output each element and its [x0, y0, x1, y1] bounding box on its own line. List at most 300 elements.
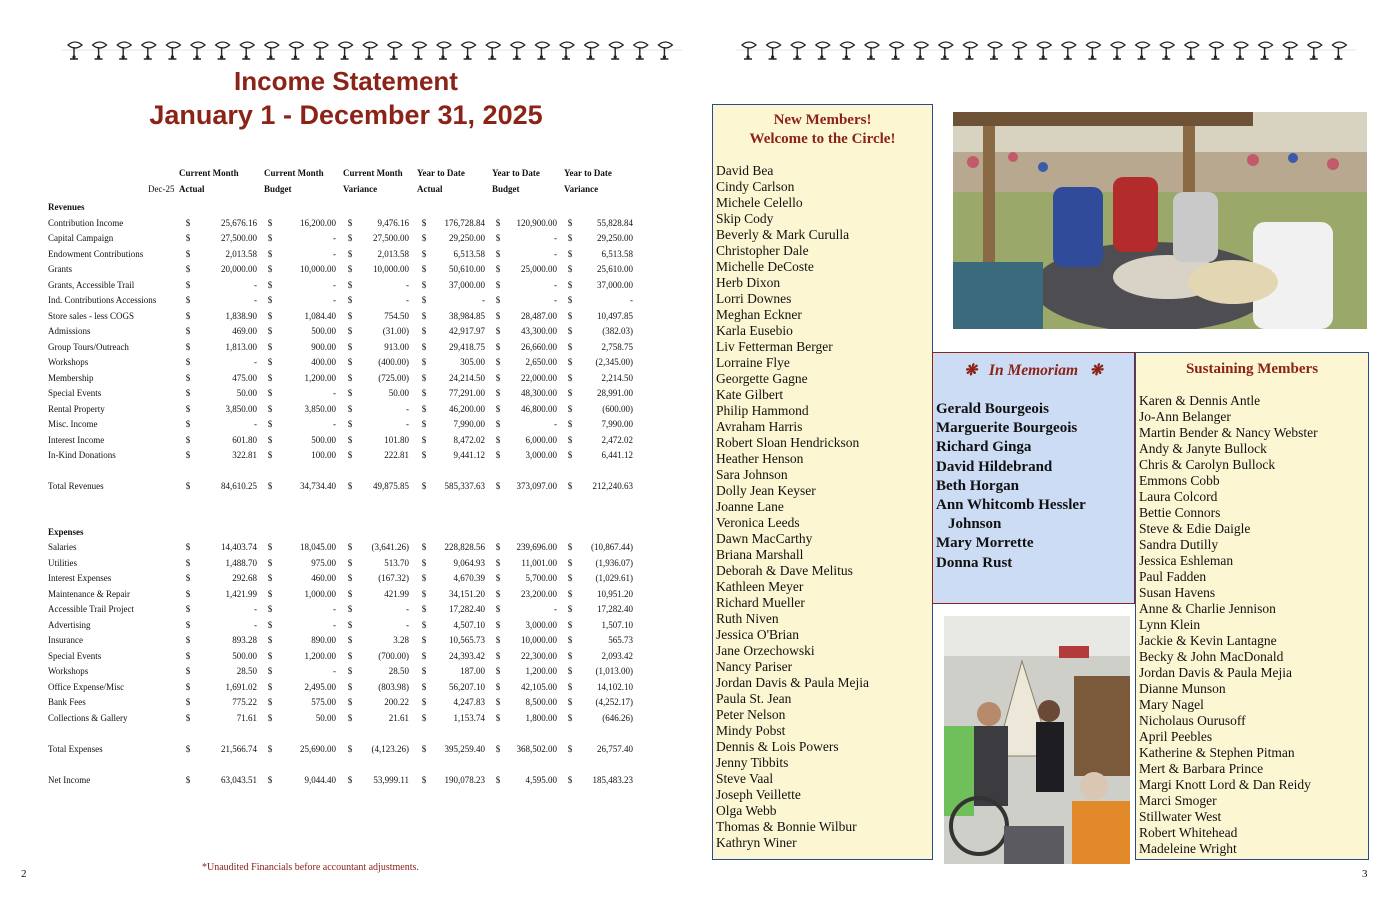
new-members-title-line1: New Members!: [773, 112, 872, 128]
row-value: 4,507.10: [453, 619, 485, 630]
page-subtitle: January 1 - December 31, 2025: [149, 100, 543, 130]
currency-symbol: $: [421, 588, 427, 599]
row-label: Special Events: [48, 388, 102, 398]
expenses-heading: Expenses: [48, 527, 84, 537]
currency-symbol: $: [267, 542, 273, 552]
row-value: 2,650.00: [525, 357, 557, 367]
member-name: Madeleine Wright: [1139, 841, 1237, 856]
currency-symbol: $: [347, 557, 353, 568]
currency-symbol: $: [347, 434, 353, 445]
currency-symbol: $: [567, 279, 573, 290]
row-value: -: [333, 419, 336, 429]
row-value: 10,951.20: [597, 588, 633, 599]
row-value: 913.00: [384, 341, 409, 352]
currency-symbol: $: [421, 248, 427, 259]
member-name: Margi Knott Lord & Dan Reidy: [1139, 777, 1311, 792]
currency-symbol: $: [495, 357, 501, 367]
currency-symbol: $: [495, 775, 501, 785]
currency-symbol: $: [347, 697, 353, 707]
member-name: Karen & Dennis Antle: [1139, 393, 1261, 408]
member-name: Sara Johnson: [716, 467, 788, 482]
row-value: 7,990.00: [453, 419, 485, 429]
currency-symbol: $: [267, 573, 273, 583]
row-value: 185,483.23: [592, 775, 633, 785]
row-value: -: [554, 604, 557, 614]
row-value: 50.00: [315, 712, 336, 723]
row-label: Accessible Trail Project: [48, 604, 134, 614]
row-value: -: [554, 419, 557, 429]
currency-symbol: $: [185, 264, 191, 274]
member-name: Kathleen Meyer: [716, 579, 804, 594]
statement-row: [46, 404, 646, 418]
currency-symbol: $: [267, 666, 273, 676]
statement-row: [46, 775, 646, 789]
in-memoriam-box: [932, 352, 1135, 604]
row-value: -: [254, 295, 257, 305]
currency-symbol: $: [347, 744, 353, 754]
currency-symbol: $: [347, 310, 353, 321]
currency-symbol: $: [495, 372, 501, 383]
currency-symbol: $: [495, 681, 501, 692]
row-value: 400.00: [311, 357, 336, 367]
member-name: Jackie & Kevin Lantagne: [1139, 633, 1277, 648]
row-value: 27,500.00: [221, 233, 257, 243]
row-value: 212,240.63: [592, 481, 633, 491]
row-value: 3,850.00: [304, 403, 336, 414]
row-value: 975.00: [311, 557, 336, 568]
statement-row: [46, 280, 646, 294]
row-value: -: [254, 419, 257, 429]
currency-symbol: $: [495, 481, 501, 491]
member-name: Beth Horgan: [936, 477, 1019, 494]
currency-symbol: $: [421, 403, 427, 414]
row-value: 9,441.12: [453, 450, 485, 460]
row-value: 29,250.00: [449, 233, 485, 243]
currency-symbol: $: [567, 233, 573, 243]
column-header: Variance: [564, 184, 599, 194]
member-name: David Bea: [716, 163, 774, 178]
statement-row: [46, 326, 646, 340]
row-value: -: [554, 233, 557, 243]
currency-symbol: $: [567, 372, 573, 383]
currency-symbol: $: [421, 635, 427, 645]
member-name: Joanne Lane: [716, 499, 784, 514]
row-value: (3,641.26): [371, 542, 409, 552]
statement-row: [46, 419, 646, 433]
currency-symbol: $: [185, 341, 191, 352]
row-value: 22,300.00: [521, 650, 557, 661]
row-value: 42,105.00: [521, 681, 557, 692]
statement-row: [46, 682, 646, 696]
currency-symbol: $: [421, 712, 427, 723]
currency-symbol: $: [185, 619, 191, 630]
currency-symbol: $: [567, 264, 573, 274]
member-name: Jessica O'Brian: [716, 627, 800, 642]
row-value: 1,838.90: [225, 310, 257, 321]
row-value: 101.80: [384, 434, 409, 445]
row-label: Contribution Income: [48, 217, 124, 228]
currency-symbol: $: [567, 712, 573, 723]
currency-symbol: $: [185, 573, 191, 583]
row-label: Grants: [48, 264, 72, 274]
row-value: (1,936.07): [595, 557, 633, 568]
currency-symbol: $: [185, 650, 191, 661]
member-name: Joseph Veillette: [716, 787, 801, 802]
statement-row: [46, 450, 646, 464]
currency-symbol: $: [267, 233, 273, 243]
row-value: -: [406, 419, 409, 429]
currency-symbol: $: [267, 326, 273, 336]
currency-symbol: $: [495, 557, 501, 568]
currency-symbol: $: [567, 403, 573, 414]
member-name: Steve & Edie Daigle: [1139, 521, 1251, 536]
row-value: -: [254, 357, 257, 367]
row-value: 1,084.40: [304, 310, 336, 321]
row-label: Advertising: [48, 619, 91, 630]
member-name: Robert Whitehead: [1139, 825, 1238, 840]
row-value: 29,418.75: [449, 341, 485, 352]
row-value: 200.22: [384, 697, 409, 707]
currency-symbol: $: [421, 434, 427, 445]
currency-symbol: $: [567, 295, 573, 305]
row-value: 2,758.75: [601, 341, 633, 352]
currency-symbol: $: [267, 697, 273, 707]
currency-symbol: $: [421, 388, 427, 398]
column-header: Current Month: [343, 168, 403, 178]
row-label: Total Expenses: [48, 744, 103, 754]
currency-symbol: $: [267, 388, 273, 398]
row-value: (400.00): [378, 357, 409, 367]
member-name: Katherine & Stephen Pitman: [1139, 745, 1295, 760]
member-name: Herb Dixon: [716, 275, 781, 290]
row-value: 1,153.74: [453, 712, 485, 723]
member-name: Jordan Davis & Paula Mejia: [1139, 665, 1292, 680]
row-value: 2,495.00: [304, 681, 336, 692]
member-name: Donna Rust: [936, 554, 1013, 571]
sustaining-members-list: [1139, 393, 1368, 857]
row-value: 4,595.00: [525, 775, 557, 785]
row-value: (646.26): [602, 712, 633, 723]
currency-symbol: $: [267, 481, 273, 491]
row-value: 25,676.16: [221, 217, 257, 228]
currency-symbol: $: [347, 481, 353, 491]
member-name: Susan Havens: [1139, 585, 1216, 600]
currency-symbol: $: [185, 542, 191, 552]
currency-symbol: $: [567, 697, 573, 707]
statement-row: [46, 481, 646, 495]
row-value: 176,728.84: [444, 217, 485, 228]
row-value: -: [482, 295, 485, 305]
currency-symbol: $: [185, 310, 191, 321]
row-value: -: [406, 403, 409, 414]
column-header-row-2: [46, 184, 646, 198]
row-value: 575.00: [311, 697, 336, 707]
row-label: Store sales - less COGS: [48, 310, 134, 321]
currency-symbol: $: [567, 434, 573, 445]
row-value: 25,000.00: [521, 264, 557, 274]
currency-symbol: $: [267, 357, 273, 367]
currency-symbol: $: [185, 697, 191, 707]
column-header: Current Month: [179, 168, 239, 178]
currency-symbol: $: [347, 573, 353, 583]
row-value: 222.81: [384, 450, 409, 460]
row-label: Membership: [48, 372, 94, 383]
member-name: Marguerite Bourgeois: [936, 420, 1078, 437]
right-page: [696, 0, 1392, 897]
member-name: Michele Celello: [716, 195, 803, 210]
member-name: Dawn MacCarthy: [716, 531, 813, 546]
currency-symbol: $: [267, 372, 273, 383]
row-value: -: [333, 666, 336, 676]
currency-symbol: $: [267, 681, 273, 692]
row-label: Misc. Income: [48, 419, 98, 429]
currency-symbol: $: [267, 557, 273, 568]
currency-symbol: $: [567, 557, 573, 568]
row-value: 890.00: [311, 635, 336, 645]
currency-symbol: $: [495, 279, 501, 290]
row-value: 10,000.00: [521, 635, 557, 645]
row-value: 28,991.00: [597, 388, 633, 398]
row-value: 84,610.25: [221, 481, 257, 491]
currency-symbol: $: [495, 419, 501, 429]
currency-symbol: $: [347, 372, 353, 383]
row-label: Ind. Contributions Accessions: [48, 295, 157, 305]
statement-row: [46, 651, 646, 665]
row-value: -: [554, 279, 557, 290]
row-label: Rental Property: [48, 403, 105, 414]
currency-symbol: $: [185, 681, 191, 692]
statement-row: [46, 249, 646, 263]
currency-symbol: $: [495, 712, 501, 723]
row-value: 18,045.00: [300, 542, 336, 552]
currency-symbol: $: [185, 712, 191, 723]
currency-symbol: $: [267, 403, 273, 414]
currency-symbol: $: [267, 434, 273, 445]
currency-symbol: $: [185, 388, 191, 398]
currency-symbol: $: [185, 372, 191, 383]
currency-symbol: $: [495, 450, 501, 460]
currency-symbol: $: [567, 310, 573, 321]
member-name: Becky & John MacDonald: [1139, 649, 1284, 664]
row-value: 29,250.00: [597, 233, 633, 243]
row-value: 601.80: [232, 434, 257, 445]
row-value: 11,001.00: [521, 557, 557, 568]
row-value: -: [254, 279, 257, 290]
member-name: Steve Vaal: [716, 771, 774, 786]
row-value: 10,565.73: [449, 635, 485, 645]
row-value: 9,044.40: [304, 775, 336, 785]
row-value: 25,690.00: [300, 744, 336, 754]
row-value: 7,990.00: [601, 419, 633, 429]
row-value: -: [333, 604, 336, 614]
currency-symbol: $: [567, 744, 573, 754]
currency-symbol: $: [495, 744, 501, 754]
currency-symbol: $: [347, 279, 353, 290]
member-name: Laura Colcord: [1139, 489, 1218, 504]
row-value: 26,660.00: [521, 341, 557, 352]
row-label: Workshops: [48, 666, 89, 676]
new-members-box: [712, 104, 933, 860]
row-value: (382.03): [602, 326, 633, 336]
member-name: Marci Smoger: [1139, 793, 1217, 808]
currency-symbol: $: [421, 481, 427, 491]
member-name: Richard Ginga: [936, 439, 1032, 456]
row-value: 460.00: [311, 573, 336, 583]
in-memoriam-title-text: In Memoriam: [988, 362, 1079, 379]
currency-symbol: $: [567, 341, 573, 352]
row-value: -: [333, 248, 336, 259]
row-value: 8,472.02: [453, 434, 485, 445]
row-value: 34,151.20: [449, 588, 485, 599]
member-name: Paula St. Jean: [716, 691, 792, 706]
currency-symbol: $: [267, 450, 273, 460]
row-value: 421.99: [384, 588, 409, 599]
row-value: 48,300.00: [521, 388, 557, 398]
row-value: 3.28: [393, 635, 409, 645]
currency-symbol: $: [495, 635, 501, 645]
row-value: 26,757.40: [597, 744, 633, 754]
row-value: 500.00: [232, 650, 257, 661]
row-label: Net Income: [48, 775, 91, 785]
row-label: Workshops: [48, 357, 89, 367]
row-value: 17,282.40: [449, 604, 485, 614]
row-value: 4,670.39: [453, 573, 485, 583]
in-memoriam-list: [936, 400, 1134, 573]
member-name: Robert Sloan Hendrickson: [716, 435, 860, 450]
row-value: 23,200.00: [521, 588, 557, 599]
currency-symbol: $: [347, 217, 353, 228]
row-value: 43,300.00: [521, 326, 557, 336]
currency-symbol: $: [495, 666, 501, 676]
currency-symbol: $: [347, 450, 353, 460]
member-name: Thomas & Bonnie Wilbur: [716, 819, 857, 834]
row-value: -: [406, 279, 409, 290]
row-value: (1,013.00): [595, 666, 633, 676]
currency-symbol: $: [267, 775, 273, 785]
row-value: 4,247.83: [453, 697, 485, 707]
member-name: Johnson: [948, 516, 1002, 533]
currency-symbol: $: [421, 217, 427, 228]
row-value: 28.50: [388, 666, 409, 676]
currency-symbol: $: [267, 248, 273, 259]
row-value: (4,252.17): [595, 697, 633, 707]
row-value: 2,013.58: [225, 248, 257, 259]
currency-symbol: $: [267, 419, 273, 429]
currency-symbol: $: [421, 681, 427, 692]
row-value: 16,200.00: [300, 217, 336, 228]
currency-symbol: $: [567, 388, 573, 398]
row-value: 1,800.00: [525, 712, 557, 723]
row-value: 28,487.00: [521, 310, 557, 321]
currency-symbol: $: [347, 341, 353, 352]
member-name: Karla Eusebio: [716, 323, 793, 338]
row-label: Grants, Accessible Trail: [48, 279, 135, 290]
row-label: In-Kind Donations: [48, 450, 116, 460]
currency-symbol: $: [185, 744, 191, 754]
currency-symbol: $: [185, 248, 191, 259]
currency-symbol: $: [267, 712, 273, 723]
row-value: 1,200.00: [304, 650, 336, 661]
statement-row: [46, 264, 646, 278]
member-name: Avraham Harris: [716, 419, 803, 434]
row-value: 190,078.23: [444, 775, 485, 785]
row-value: 322.81: [232, 450, 257, 460]
member-name: Kathryn Winer: [716, 835, 797, 850]
row-label: Endowment Contributions: [48, 248, 144, 259]
row-value: 8,500.00: [525, 697, 557, 707]
column-header: Actual: [179, 184, 205, 194]
row-label: Group Tours/Outreach: [48, 341, 129, 352]
row-value: 42,917.97: [449, 326, 485, 336]
row-value: 14,403.74: [221, 542, 257, 552]
row-value: 1,691.02: [225, 681, 257, 692]
member-name: Kate Gilbert: [716, 387, 784, 402]
member-name: Mindy Pobst: [716, 723, 786, 738]
row-value: -: [406, 295, 409, 305]
currency-symbol: $: [567, 619, 573, 630]
currency-symbol: $: [347, 619, 353, 630]
currency-symbol: $: [185, 217, 191, 228]
currency-symbol: $: [495, 233, 501, 243]
row-value: -: [333, 619, 336, 630]
currency-symbol: $: [185, 666, 191, 676]
currency-symbol: $: [185, 557, 191, 568]
currency-symbol: $: [421, 326, 427, 336]
row-label: Utilities: [48, 557, 77, 568]
member-name: Bettie Connors: [1139, 505, 1221, 520]
statement-row: [46, 713, 646, 727]
row-value: -: [554, 248, 557, 259]
row-value: 46,200.00: [449, 403, 485, 414]
column-header: Current Month: [264, 168, 324, 178]
member-name: Ruth Niven: [716, 611, 779, 626]
row-value: 3,850.00: [225, 403, 257, 414]
currency-symbol: $: [185, 588, 191, 599]
row-value: 24,214.50: [449, 372, 485, 383]
currency-symbol: $: [185, 233, 191, 243]
currency-symbol: $: [267, 588, 273, 599]
statement-row: [46, 218, 646, 232]
row-value: 5,700.00: [525, 573, 557, 583]
row-value: (803.98): [378, 681, 409, 692]
member-name: Beverly & Mark Curulla: [716, 227, 850, 242]
row-label: Insurance: [48, 635, 83, 645]
row-value: 1,421.99: [225, 588, 257, 599]
row-value: 305.00: [460, 357, 485, 367]
currency-symbol: $: [495, 248, 501, 259]
currency-symbol: $: [185, 434, 191, 445]
row-value: (167.32): [378, 573, 409, 583]
member-name: Gerald Bourgeois: [936, 401, 1049, 417]
statement-row: [46, 542, 646, 556]
row-value: 50.00: [236, 388, 257, 398]
statement-row: [46, 295, 646, 309]
statement-row: [46, 620, 646, 634]
row-value: 187.00: [460, 666, 485, 676]
currency-symbol: $: [267, 295, 273, 305]
new-members-title: [713, 111, 932, 149]
member-name: Sandra Dutilly: [1139, 537, 1219, 552]
row-label: Admissions: [48, 326, 91, 336]
column-header: Actual: [417, 184, 443, 194]
member-name: Nancy Pariser: [716, 659, 793, 674]
row-value: (700.00): [378, 650, 409, 661]
currency-symbol: $: [495, 295, 501, 305]
footnote: *Unaudited Financials before accountant adjustments.: [202, 862, 419, 873]
currency-symbol: $: [185, 403, 191, 414]
currency-symbol: $: [421, 357, 427, 367]
statement-row: [46, 435, 646, 449]
